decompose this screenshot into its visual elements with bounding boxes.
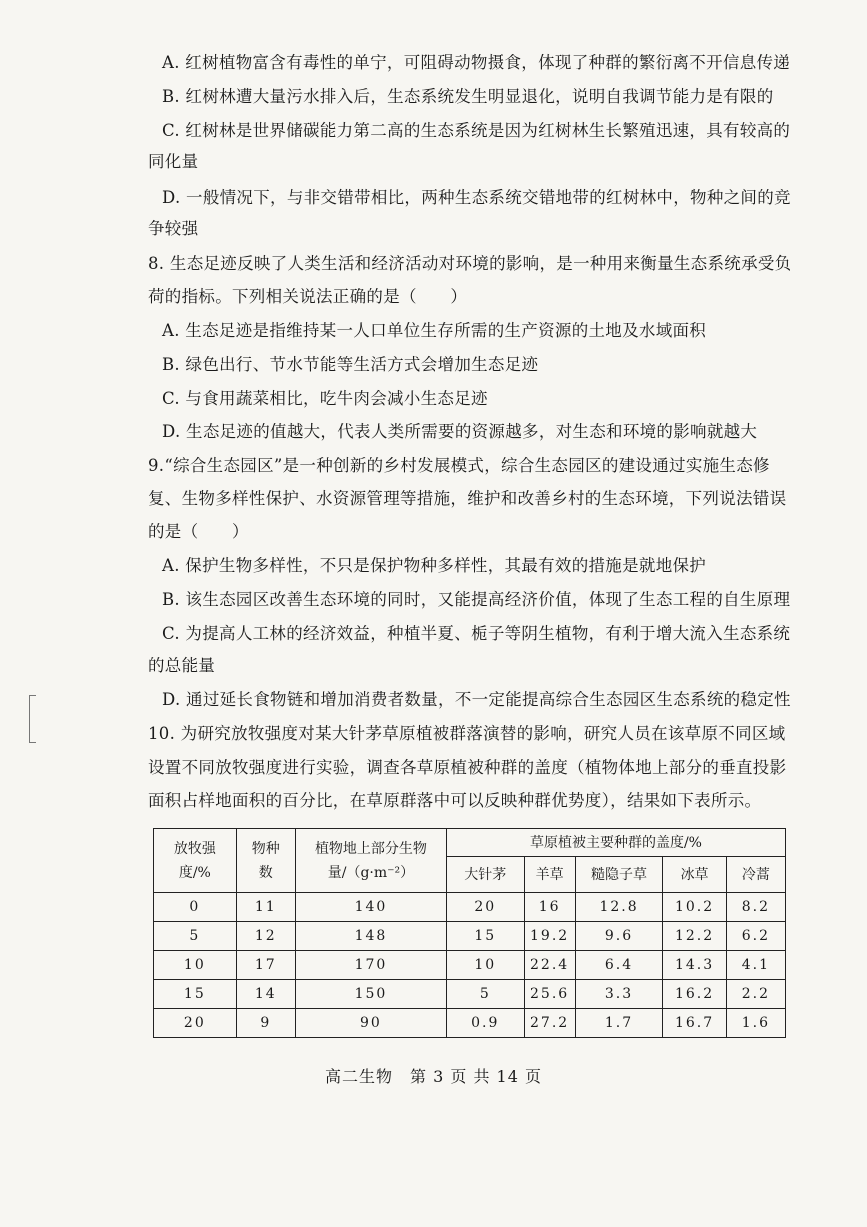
table-row [154, 1009, 786, 1038]
q8-option-b: B. 绿色出行、节水节能等生活方式会增加生态足迹 [162, 355, 539, 374]
table-row [154, 893, 786, 922]
cell-agropyron: 16.7 [663, 1009, 726, 1038]
cell-intensity: 20 [154, 1009, 237, 1038]
cell-stipa: 0.9 [446, 1009, 524, 1038]
q8-option-c: C. 与食用蔬菜相比，吃牛肉会减小生态足迹 [162, 389, 488, 408]
cell-leymus: 27.2 [524, 1009, 575, 1038]
cell-leymus: 16 [524, 893, 575, 922]
q10-stem-cont2: 面积占样地面积的百分比，在草原群落中可以反映种群优势度），结果如下表所示。 [148, 791, 762, 810]
cell-artemisia: 8.2 [726, 893, 785, 922]
cell-biomass: 90 [295, 1009, 446, 1038]
cell-artemisia: 6.2 [726, 922, 785, 951]
header-cleistogenes: 糙隐子草 [575, 857, 663, 893]
cell-species: 17 [236, 951, 295, 980]
cell-species: 11 [236, 893, 295, 922]
cell-cleistogenes: 6.4 [575, 951, 663, 980]
cell-stipa: 10 [446, 951, 524, 980]
cell-artemisia: 2.2 [726, 980, 785, 1009]
cell-stipa: 15 [446, 922, 524, 951]
cell-stipa: 20 [446, 893, 524, 922]
q9-option-c-cont: 的总能量 [148, 656, 216, 675]
table-row [154, 951, 786, 980]
cell-intensity: 10 [154, 951, 237, 980]
cell-leymus: 25.6 [524, 980, 575, 1009]
q9-option-c: C. 为提高人工林的经济效益，种植半夏、栀子等阴生植物，有利于增大流入生态系统 [162, 624, 791, 643]
cell-intensity: 15 [154, 980, 237, 1009]
q7-option-d-cont: 争较强 [148, 219, 199, 238]
table-row [154, 980, 786, 1009]
q9-option-d: D. 通过延长食物链和增加消费者数量，不一定能提高综合生态园区生态系统的稳定性 [162, 690, 791, 709]
q8-option-d: D. 生态足迹的值越大，代表人类所需要的资源越多，对生态和环境的影响就越大 [162, 422, 758, 441]
cell-cleistogenes: 12.8 [575, 893, 663, 922]
header-artemisia: 冷蒿 [726, 857, 785, 893]
page-footer: 高二生物 第 3 页 共 14 页 [325, 1067, 542, 1086]
q9-stem-cont1: 复、生物多样性保护、水资源管理等措施，维护和改善乡村的生态环境，下列说法错误 [148, 489, 787, 508]
cell-biomass: 170 [295, 951, 446, 980]
cell-intensity: 5 [154, 922, 237, 951]
header-species-count: 物种数 [236, 829, 295, 893]
header-agropyron: 冰草 [663, 857, 726, 893]
header-leymus: 羊草 [524, 857, 575, 893]
cell-species: 9 [236, 1009, 295, 1038]
grazing-data-table [153, 828, 786, 1038]
margin-bracket-mark [29, 695, 36, 743]
q7-option-c-cont: 同化量 [148, 152, 199, 171]
cell-agropyron: 16.2 [663, 980, 726, 1009]
cell-biomass: 140 [295, 893, 446, 922]
header-grazing-intensity: 放牧强度/% [154, 829, 237, 893]
table-row [154, 922, 786, 951]
q7-option-a: A. 红树植物富含有毒性的单宁，可阻碍动物摄食，体现了种群的繁衍离不开信息传递 [162, 53, 791, 72]
q9-stem: 9.“综合生态园区”是一种创新的乡村发展模式，综合生态园区的建设通过实施生态修 [148, 456, 770, 475]
cell-stipa: 5 [446, 980, 524, 1009]
cell-agropyron: 14.3 [663, 951, 726, 980]
cell-cleistogenes: 9.6 [575, 922, 663, 951]
q8-stem: 8. 生态足迹反映了人类生活和经济活动对环境的影响，是一种用来衡量生态系统承受负 [148, 254, 792, 273]
cell-species: 14 [236, 980, 295, 1009]
q10-stem-cont1: 设置不同放牧强度进行实验，调查各草原植被种群的盖度（植物体地上部分的垂直投影 [148, 758, 787, 777]
cell-agropyron: 12.2 [663, 922, 726, 951]
cell-species: 12 [236, 922, 295, 951]
cell-leymus: 19.2 [524, 922, 575, 951]
cell-cleistogenes: 3.3 [575, 980, 663, 1009]
q9-option-a: A. 保护生物多样性，不只是保护物种多样性，其最有效的措施是就地保护 [162, 556, 707, 575]
cell-artemisia: 1.6 [726, 1009, 785, 1038]
q9-option-b: B. 该生态园区改善生态环境的同时，又能提高经济价值，体现了生态工程的自生原理 [162, 590, 791, 609]
cell-intensity: 0 [154, 893, 237, 922]
q7-option-b: B. 红树林遭大量污水排入后，生态系统发生明显退化，说明自我调节能力是有限的 [162, 87, 774, 106]
q8-stem-cont: 荷的指标。下列相关说法正确的是（ ） [148, 287, 468, 306]
header-aboveground-biomass: 植物地上部分生物量/（g·m⁻²） [295, 829, 446, 893]
q9-stem-cont2: 的是（ ） [148, 522, 249, 541]
q10-stem: 10. 为研究放牧强度对某大针茅草原植被群落演替的影响，研究人员在该草原不同区域 [148, 724, 786, 743]
header-stipa: 大针茅 [446, 857, 524, 893]
header-coverage-group: 草原植被主要种群的盖度/% [446, 829, 785, 857]
q7-option-c: C. 红树林是世界储碳能力第二高的生态系统是因为红树林生长繁殖迅速，具有较高的 [162, 121, 791, 140]
cell-biomass: 150 [295, 980, 446, 1009]
cell-cleistogenes: 1.7 [575, 1009, 663, 1038]
cell-biomass: 148 [295, 922, 446, 951]
cell-artemisia: 4.1 [726, 951, 785, 980]
cell-leymus: 22.4 [524, 951, 575, 980]
q8-option-a: A. 生态足迹是指维持某一人口单位生存所需的生产资源的土地及水域面积 [162, 321, 707, 340]
cell-agropyron: 10.2 [663, 893, 726, 922]
q7-option-d: D. 一般情况下，与非交错带相比，两种生态系统交错地带的红树林中，物种之间的竞 [162, 188, 791, 207]
